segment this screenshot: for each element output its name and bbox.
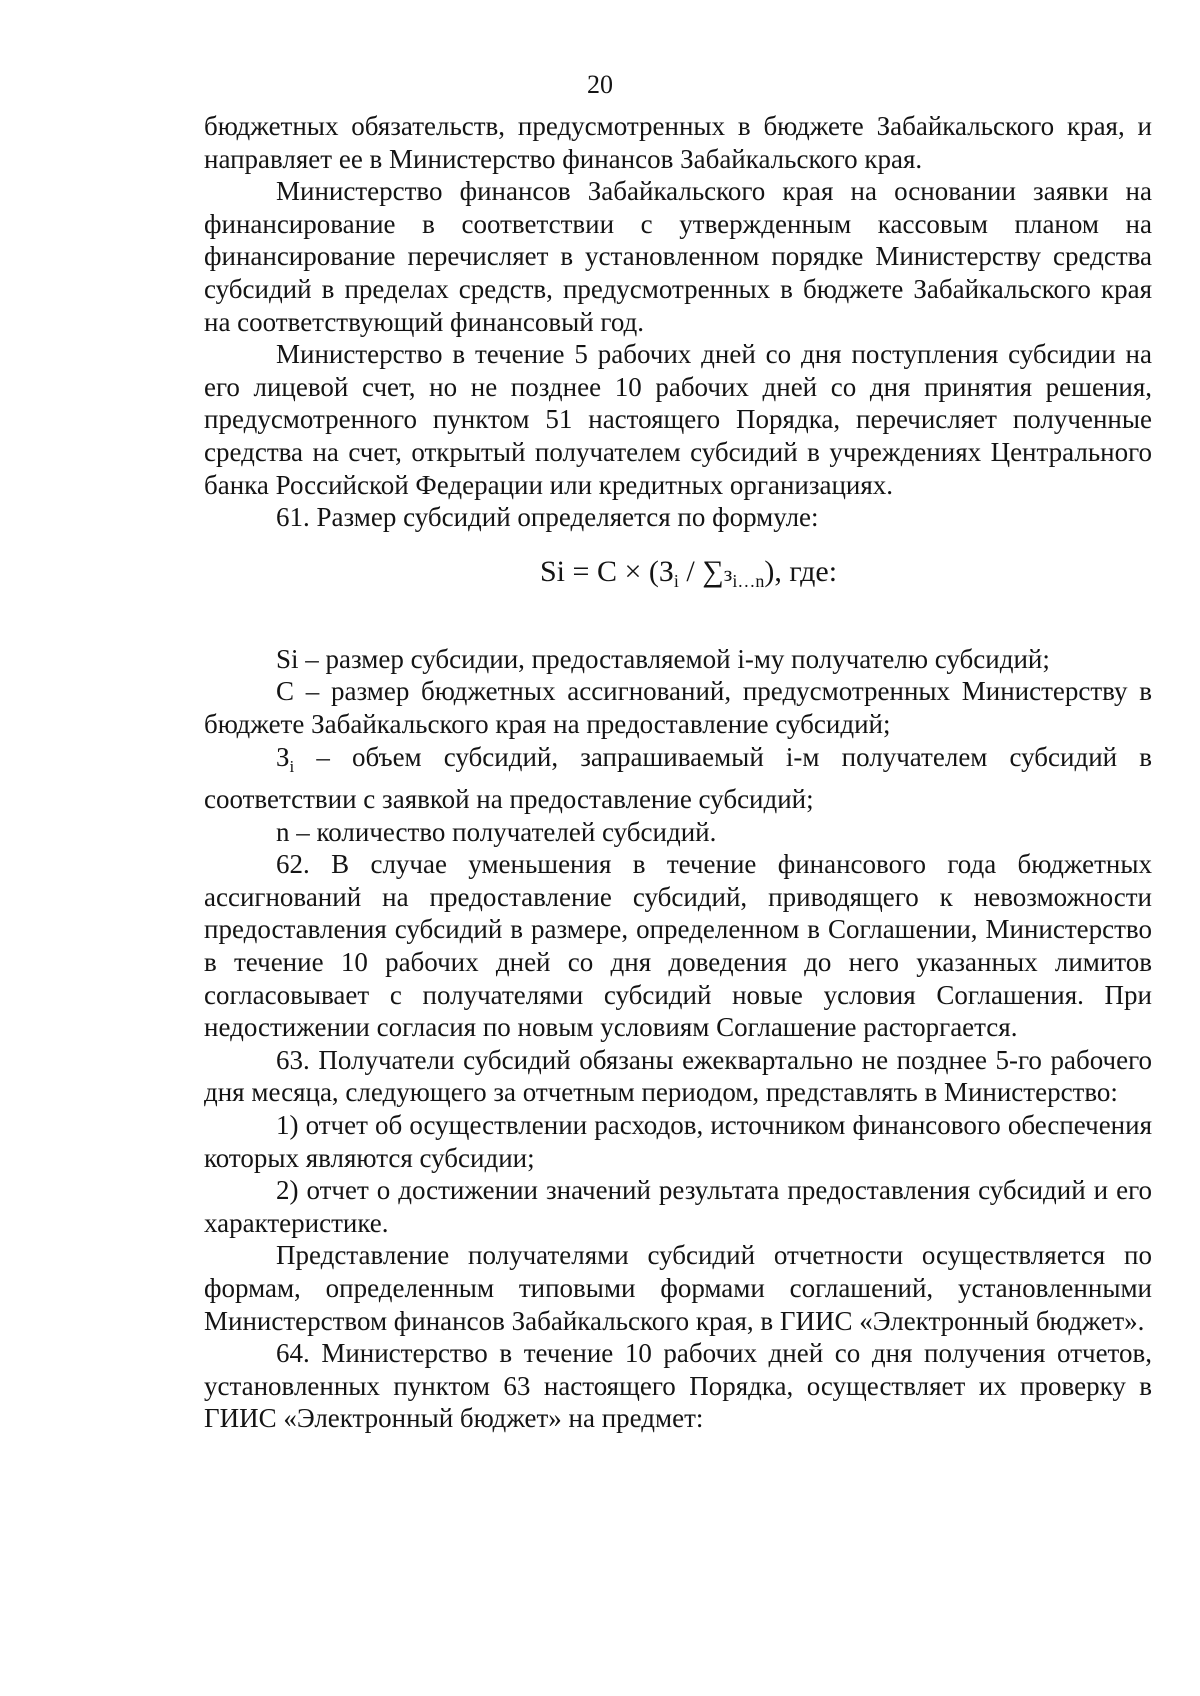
definition-z — [204, 741, 1152, 816]
formula-right: ), где: — [764, 554, 838, 588]
paragraph-reporting-forms: Представление получателями субсидий отчетности осуществляется по формам, определенным типовыми формами соглашений, установленными Министерством финансов Забайкальского края, в ГИИС «Электронный бюджет». — [204, 1240, 1152, 1336]
clause-63-item-1: 1) отчет об осуществлении расходов, источником финансового обеспечения которых являются субсидии; — [204, 1110, 1152, 1173]
definition-z-sub: i — [289, 756, 295, 776]
definition-z-text: – объем субсидий, запрашиваемый i-м получателем субсидий в соответствии с заявкой на предоставление субсидий; — [204, 741, 1152, 815]
paragraph-continuation: бюджетных обязательств, предусмотренных в бюджете Забайкальского края, и направляет ее в Министерство финансов Забайкальского края. — [204, 111, 1152, 174]
clause-64: 64. Министерство в течение 10 рабочих дней со дня получения отчетов, установленных пунктом 63 настоящего Порядка, осуществляет их проверку в ГИИС «Электронный бюджет» на предмет: — [204, 1338, 1152, 1434]
definition-z-symbol: З — [276, 741, 290, 772]
definition-n: n – количество получателей субсидий. — [276, 816, 717, 847]
definition-si: Si – размер субсидии, предоставляемой i-му получателю субсидий; — [276, 643, 1050, 674]
definition-c: С – размер бюджетных ассигнований, предусмотренных Министерству в бюджете Забайкальского края на предоставление субсидий; — [204, 676, 1152, 739]
clause-63: 63. Получатели субсидий обязаны ежеквартально не позднее 5-го рабочего дня месяца, следующего за отчетным периодом, представлять в Министерство: — [204, 1044, 1152, 1108]
formula-sub-i: i — [673, 570, 679, 591]
document-body — [204, 110, 1152, 1435]
paragraph-ministry-finance: Министерство финансов Забайкальского края на основании заявки на финансирование в соответствии с утвержденным кассовым планом на финансирование перечисляет в установленном порядке Министерству средства субсидий в пределах средств, предусмотренных в бюджете Забайкальского края на соответствующий финансовый год. — [204, 176, 1152, 337]
formula-z-small: з — [723, 560, 733, 586]
clause-63-item-2: 2) отчет о достижении значений результата предоставления субсидий и его характеристике. — [204, 1175, 1152, 1238]
formula-sub-range: i…n — [732, 570, 765, 591]
page-number: 20 — [587, 70, 613, 99]
formula-left: Si = C × (З — [540, 554, 674, 588]
subsidy-formula — [204, 552, 1152, 601]
clause-62: 62. В случае уменьшения в течение финансового года бюджетных ассигнований на предоставление субсидий, приводящего к невозможности предоставления субсидий в размере, определенном в Соглашении, Министерство в течение 10 рабочих дней со дня доведения до него указанных лимитов согласовывает с получателями субсидий новые условия Соглашения. При недостижении согласия по новым условиям Соглашение расторгается. — [204, 849, 1152, 1043]
clause-61: 61. Размер субсидий определяется по формуле: — [276, 502, 819, 533]
formula-middle: / ∑ — [678, 554, 724, 588]
paragraph-transfer: Министерство в течение 5 рабочих дней со дня поступления субсидии на его лицевой счет, но не позднее 10 рабочих дней со дня принятия решения, предусмотренного пунктом 51 настоящего Порядка, перечисляет полученные средства на счет, открытый получателем субсидий в учреждениях Центрального банка Российской Федерации или кредитных организациях. — [204, 339, 1152, 500]
